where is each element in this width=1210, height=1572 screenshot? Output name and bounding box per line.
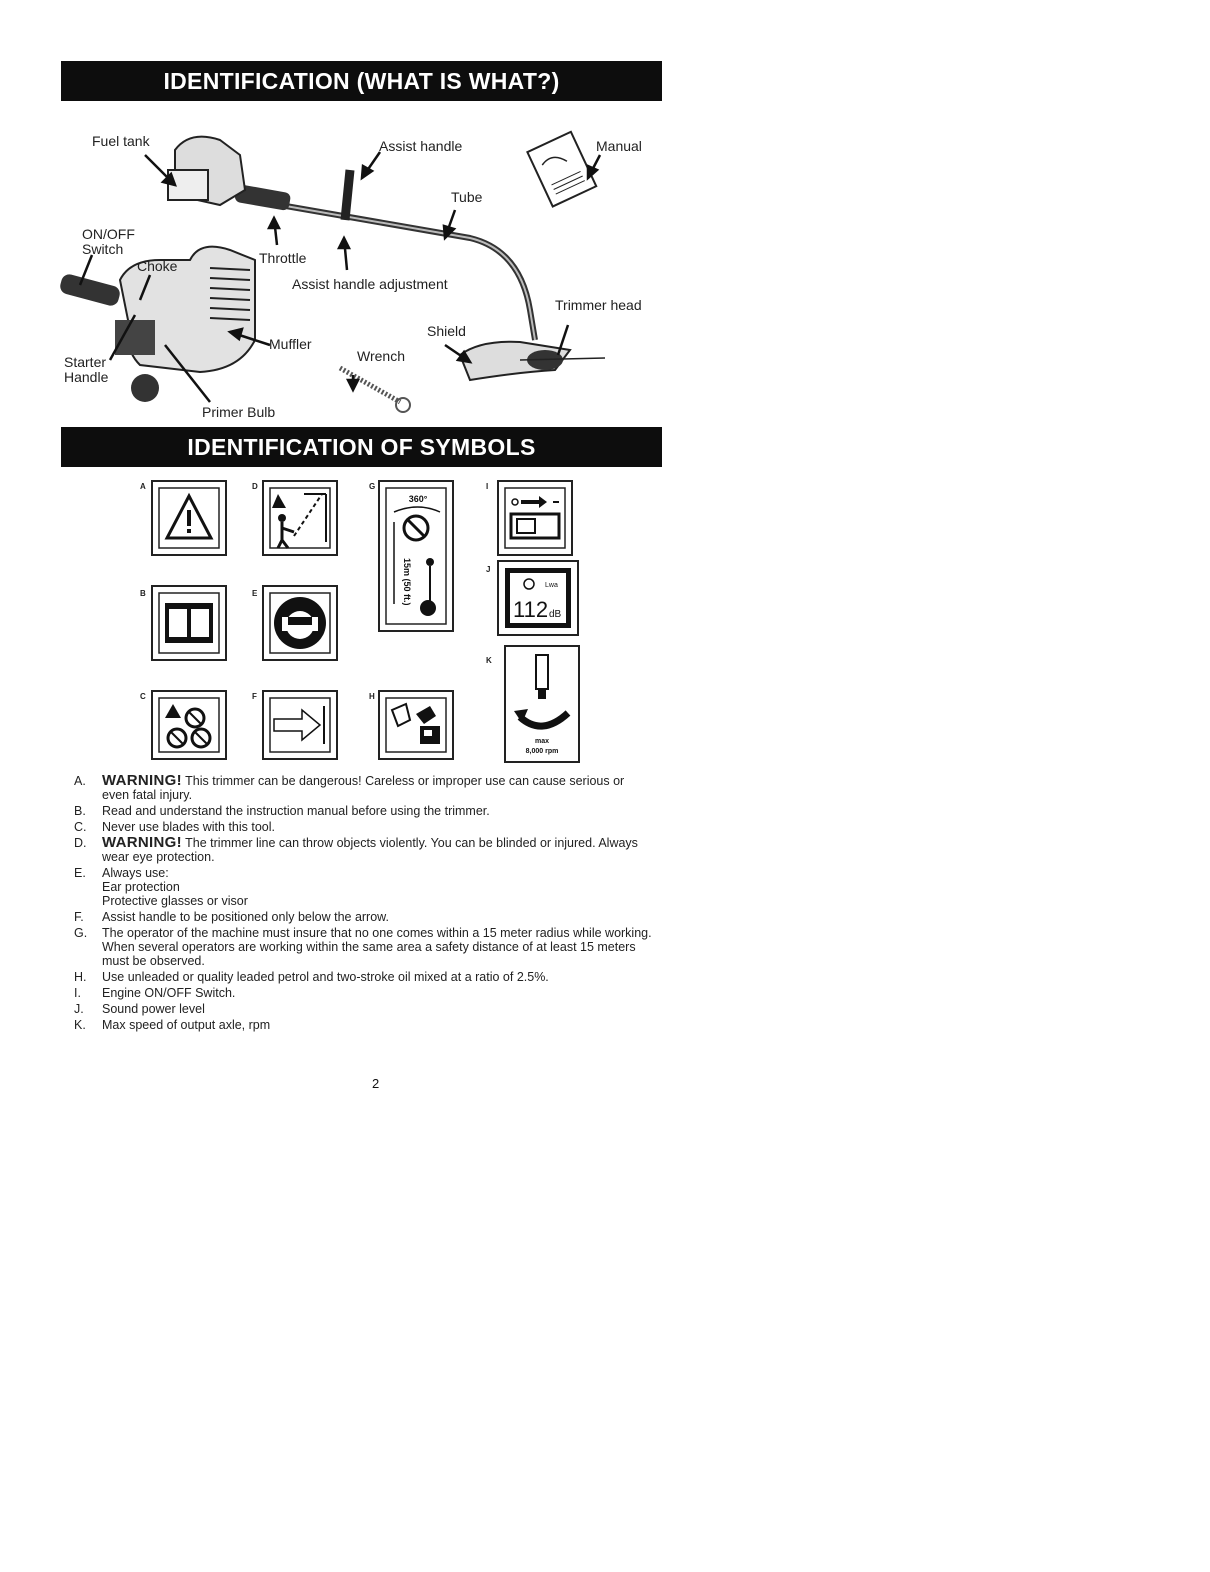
- label-assist-handle-adjustment: Assist handle adjustment: [292, 276, 448, 292]
- page-number: 2: [372, 1076, 380, 1091]
- safety-distance-icon: [380, 482, 452, 630]
- description-k: [74, 1018, 654, 1032]
- warning-triangle-icon: [153, 482, 225, 554]
- warning-label: WARNING!: [102, 834, 182, 851]
- description-text: Never use blades with this tool.: [102, 820, 276, 834]
- description-subline: Protective glasses or visor: [102, 894, 248, 908]
- description-text: Max speed of output axle, rpm: [102, 1018, 271, 1032]
- description-letter: E.: [74, 866, 86, 880]
- symbol-letter-b: B: [140, 589, 146, 598]
- description-text: Assist handle to be positioned only below the arrow.: [102, 910, 389, 924]
- symbol-e-protection: [262, 585, 338, 661]
- description-i: [74, 986, 654, 1000]
- description-text: Use unleaded or quality leaded petrol and two-stroke oil mixed at a ratio of 2.5%.: [102, 970, 549, 984]
- description-letter: D.: [74, 836, 87, 850]
- symbol-k-max: max: [534, 738, 550, 745]
- description-b: [74, 804, 654, 818]
- description-text: Always use:: [102, 866, 169, 880]
- right-arrow-icon: [264, 692, 336, 758]
- symbol-letter-j: J: [486, 565, 491, 574]
- description-letter: J.: [74, 1002, 84, 1016]
- symbol-letter-g: G: [369, 482, 376, 491]
- symbol-letter-c: C: [140, 692, 146, 701]
- label-assist-handle: Assist handle: [379, 138, 463, 154]
- symbol-k-rpm: 8,000 rpm: [525, 748, 559, 755]
- symbol-letter-a: A: [140, 482, 146, 491]
- label-primer-bulb: Primer Bulb: [202, 404, 276, 420]
- description-letter: C.: [74, 820, 87, 834]
- symbol-i-on-off-switch: [497, 480, 573, 556]
- description-text: Sound power level: [102, 1002, 205, 1016]
- description-text: The trimmer line can throw objects violently. You can be blinded or injured. Always wear eye protection.: [102, 836, 638, 864]
- description-text: Engine ON/OFF Switch.: [102, 986, 236, 1000]
- symbol-j-level: 112: [513, 597, 549, 622]
- symbol-descriptions: [74, 774, 654, 1034]
- symbol-k-max-rpm: [504, 645, 580, 763]
- symbol-f-arrow: [262, 690, 338, 760]
- symbol-letter-k: K: [486, 656, 492, 665]
- symbols-header: IDENTIFICATION OF SYMBOLS: [61, 427, 662, 467]
- label-wrench: Wrench: [357, 348, 405, 364]
- no-blade-icon: [153, 692, 225, 758]
- description-e: [74, 866, 654, 908]
- description-letter: G.: [74, 926, 88, 940]
- symbol-letter-e: E: [252, 589, 258, 598]
- label-fuel-tank: Fuel tank: [92, 133, 150, 149]
- symbol-g-angle: 360°: [408, 494, 428, 504]
- label-shield: Shield: [427, 323, 466, 339]
- symbol-j-sound-power: [497, 560, 579, 636]
- symbol-letter-d: D: [252, 482, 258, 491]
- description-text: Read and understand the instruction manual before using the trimmer.: [102, 804, 490, 818]
- description-subline: Ear protection: [102, 880, 180, 894]
- rotation-speed-icon: [506, 647, 578, 761]
- symbol-letter-f: F: [252, 692, 257, 701]
- switch-icon: [499, 482, 571, 554]
- identification-header: IDENTIFICATION (WHAT IS WHAT?): [61, 61, 662, 101]
- description-letter: I.: [74, 986, 81, 1000]
- description-c: [74, 820, 654, 834]
- label-choke: Choke: [137, 258, 178, 274]
- label-starter-handle: Starter Handle: [64, 354, 109, 385]
- description-j: [74, 1002, 654, 1016]
- symbol-g-safety-radius: [378, 480, 454, 632]
- description-f: [74, 910, 654, 924]
- thrown-objects-icon: [264, 482, 336, 554]
- symbol-c-no-blades: [151, 690, 227, 760]
- symbol-h-fuel-mix: [378, 690, 454, 760]
- label-throttle: Throttle: [259, 250, 307, 266]
- description-letter: H.: [74, 970, 87, 984]
- symbol-b-manual: [151, 585, 227, 661]
- label-manual: Manual: [596, 138, 642, 154]
- warning-label: WARNING!: [102, 772, 182, 789]
- symbol-d-thrown-objects: [262, 480, 338, 556]
- symbol-j-lwa: Lwa: [545, 582, 558, 589]
- description-letter: B.: [74, 804, 86, 818]
- description-text: This trimmer can be dangerous! Careless or improper use can cause serious or even fatal injury.: [102, 774, 625, 802]
- label-muffler: Muffler: [269, 336, 312, 352]
- label-tube: Tube: [451, 189, 483, 205]
- fuel-mix-icon: [380, 692, 452, 758]
- symbol-g-distance: 15m (50 ft.): [402, 558, 412, 606]
- description-d: [74, 836, 654, 864]
- sound-level-icon: [499, 562, 577, 634]
- symbol-letter-i: I: [486, 482, 489, 491]
- symbol-a-warning: [151, 480, 227, 556]
- protection-gear-icon: [264, 587, 336, 659]
- description-text: The operator of the machine must insure that no one comes within a 15 meter radius while working. When several operators are working within the same area a safety distance of at least 15 meters must be observed.: [102, 926, 652, 968]
- label-on-off-switch: ON/OFF Switch: [82, 226, 135, 257]
- symbol-j-unit: dB: [549, 609, 562, 620]
- description-a: [74, 774, 654, 802]
- label-trimmer-head: Trimmer head: [555, 297, 642, 313]
- symbol-letter-h: H: [369, 692, 375, 701]
- description-g: [74, 926, 654, 968]
- description-letter: K.: [74, 1018, 86, 1032]
- description-h: [74, 970, 654, 984]
- description-letter: A.: [74, 774, 86, 788]
- book-icon: [153, 587, 225, 659]
- description-letter: F.: [74, 910, 84, 924]
